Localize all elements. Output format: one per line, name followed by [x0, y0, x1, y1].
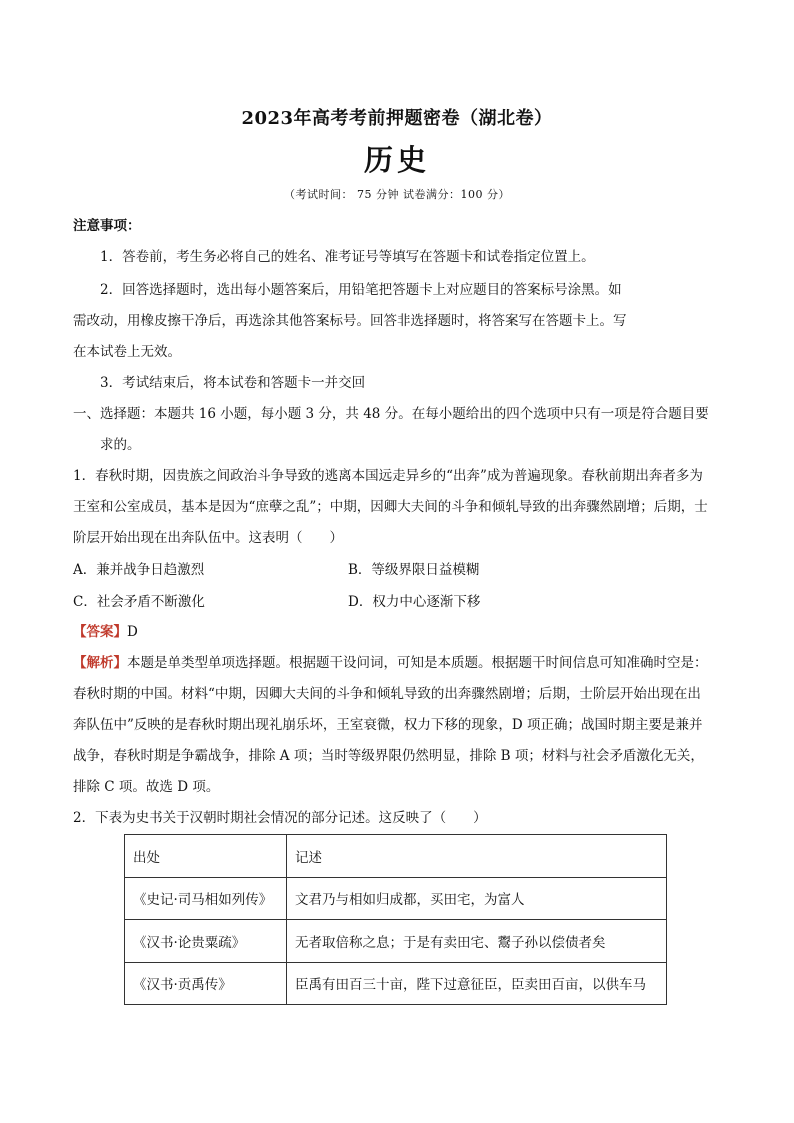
- table-header-cell: 出处: [125, 835, 287, 878]
- notice-item-2-line-2: 需改动，用橡皮擦干净后，再选涂其他答案标号。回答非选择题时，将答案写在答题卡上。写: [73, 313, 627, 329]
- table-cell-record: 无者取倍称之息；于是有卖田宅、鬻子孙以偿债者矣: [287, 920, 667, 963]
- answer-value: D: [127, 624, 138, 640]
- table-row: [125, 920, 667, 963]
- table-cell-source: 《史记·司马相如列传》: [125, 877, 287, 920]
- notice-item-1: 1．答卷前，考生务必将自己的姓名、准考证号等填写在答题卡和试卷指定位置上。: [100, 249, 595, 265]
- q1-option-a: A．兼并战争日趋激烈: [73, 562, 205, 578]
- q1-answer: [73, 622, 138, 642]
- table-cell-record: 臣禹有田百三十亩，陛下过意征臣，臣卖田百亩，以供车马: [287, 962, 667, 1005]
- subject-title: 历史: [363, 143, 430, 177]
- table-cell-source: 《汉书·论贵粟疏》: [125, 920, 287, 963]
- q1-analysis-line-3: 奔队伍中”反映的是春秋时期出现礼崩乐坏，王室衰微，权力下移的现象，D 项正确；战国时期主要是兼并: [73, 717, 703, 733]
- section-heading-line-2: 求的。: [100, 437, 141, 453]
- q1-analysis-line-1: [73, 653, 708, 673]
- q1-analysis-line-5: 排除 C 项。故选 D 项。: [73, 779, 220, 795]
- q2-source-table: [124, 834, 667, 1005]
- q1-stem-line-2: 王室和公室成员，基本是因为“庶孽之乱”；中期，因卿大夫间的斗争和倾轧导致的出奔骤然剧增；后期，士: [73, 499, 708, 515]
- table-row: [125, 877, 667, 920]
- notice-item-2-line-3: 在本试卷上无效。: [73, 344, 181, 360]
- q2-stem: 2．下表为史书关于汉朝时期社会情况的部分记述。这反映了（ ）: [73, 810, 487, 826]
- answer-tag: 【答案】: [73, 624, 127, 640]
- q1-analysis-line-4: 战争，春秋时期是争霸战争，排除 A 项；当时等级界限仍然明显，排除 B 项；材料与社会矛盾激化无关，: [73, 748, 704, 764]
- table-cell-source: 《汉书·贡禹传》: [125, 962, 287, 1005]
- q1-analysis-line-2: 春秋时期的中国。材料“中期，因卿大夫间的斗争和倾轧导致的出奔骤然剧增；后期，士阶层开始出现在出: [73, 686, 701, 702]
- notice-heading: 注意事项：: [73, 218, 141, 234]
- table-header-row: [125, 835, 667, 878]
- analysis-tag: 【解析】: [73, 655, 127, 671]
- section-heading-line-1: 一、选择题：本题共 16 小题，每小题 3 分，共 48 分。在每小题给出的四个选项中只有一项是符合题目要: [73, 406, 709, 422]
- table-header-cell: 记述: [287, 835, 667, 878]
- q1-stem-line-1: 1．春秋时期，因贵族之间政治斗争导致的逃离本国远走异乡的“出奔”成为普遍现象。春秋前期出奔者多为: [73, 468, 703, 484]
- table-row: [125, 962, 667, 1005]
- q1-option-b: B．等级界限日益模糊: [348, 562, 480, 578]
- table-cell-record: 文君乃与相如归成都，买田宅，为富人: [287, 877, 667, 920]
- q1-stem-line-3: 阶层开始出现在出奔队伍中。这表明（ ）: [73, 530, 343, 546]
- notice-item-3: 3．考试结束后，将本试卷和答题卡一并交回: [100, 375, 366, 391]
- exam-title: 2023年高考考前押题密卷（湖北卷）: [241, 108, 553, 129]
- analysis-text: 本题是单类型单项选择题。根据题干设问词，可知是本质题。根据题干时间信息可知准确时空是：: [127, 655, 708, 671]
- exam-info: （考试时间： 75 分钟 试卷满分：100 分）: [284, 188, 510, 201]
- q1-option-d: D．权力中心逐渐下移: [348, 594, 481, 610]
- q1-option-c: C．社会矛盾不断激化: [73, 594, 205, 610]
- notice-item-2-line-1: 2．回答选择题时，选出每小题答案后，用铅笔把答题卡上对应题目的答案标号涂黑。如: [100, 282, 622, 298]
